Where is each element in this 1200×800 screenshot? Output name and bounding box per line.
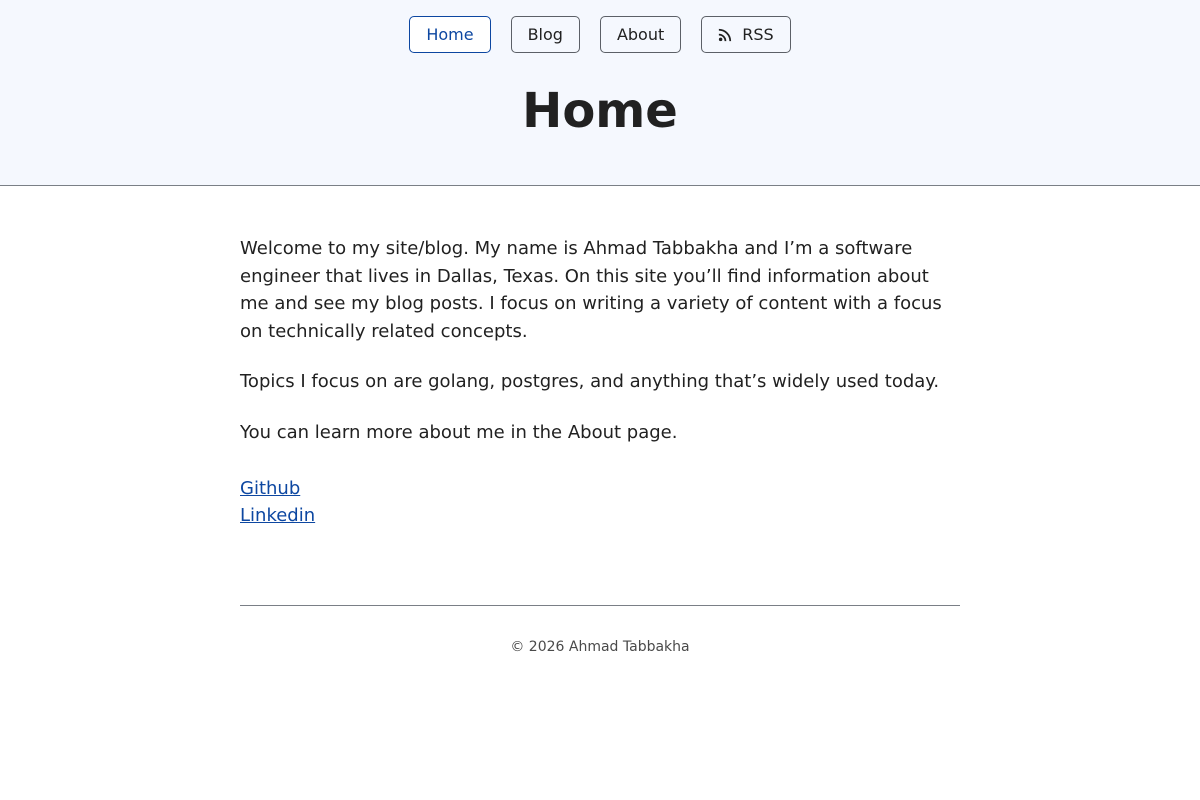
- nav-about-button[interactable]: [600, 16, 681, 53]
- social-links: [240, 475, 960, 529]
- page-title: Home: [522, 83, 678, 139]
- github-link[interactable]: Github: [240, 477, 301, 499]
- nav-home-label: Home: [426, 25, 474, 44]
- nav-rss-label: RSS: [742, 25, 774, 44]
- nav-home-button[interactable]: [409, 16, 490, 53]
- site-footer: [240, 605, 960, 655]
- about-paragraph: You can learn more about me in the About page.: [240, 421, 678, 443]
- rss-icon: [718, 28, 732, 42]
- nav-rss-button[interactable]: [701, 16, 790, 53]
- main-nav: [0, 0, 1200, 53]
- linkedin-link[interactable]: Linkedin: [240, 504, 316, 526]
- copyright-text: © 2026 Ahmad Tabbakha: [510, 638, 690, 655]
- nav-blog-button[interactable]: [511, 16, 580, 53]
- site-header: [0, 0, 1200, 186]
- intro-paragraph: Welcome to my site/blog. My name is Ahmad Tabbakha and I’m a software engineer that lives in Dallas, Texas. On this site you’ll find information about me and see my blog posts. I focus on writing a variety of content with a focus on technically related concepts.: [240, 238, 942, 342]
- main-content: [240, 186, 960, 529]
- nav-about-label: About: [616, 25, 665, 44]
- nav-blog-label: Blog: [527, 25, 563, 44]
- topics-paragraph: Topics I focus on are golang, postgres, and anything that’s widely used today.: [240, 371, 940, 393]
